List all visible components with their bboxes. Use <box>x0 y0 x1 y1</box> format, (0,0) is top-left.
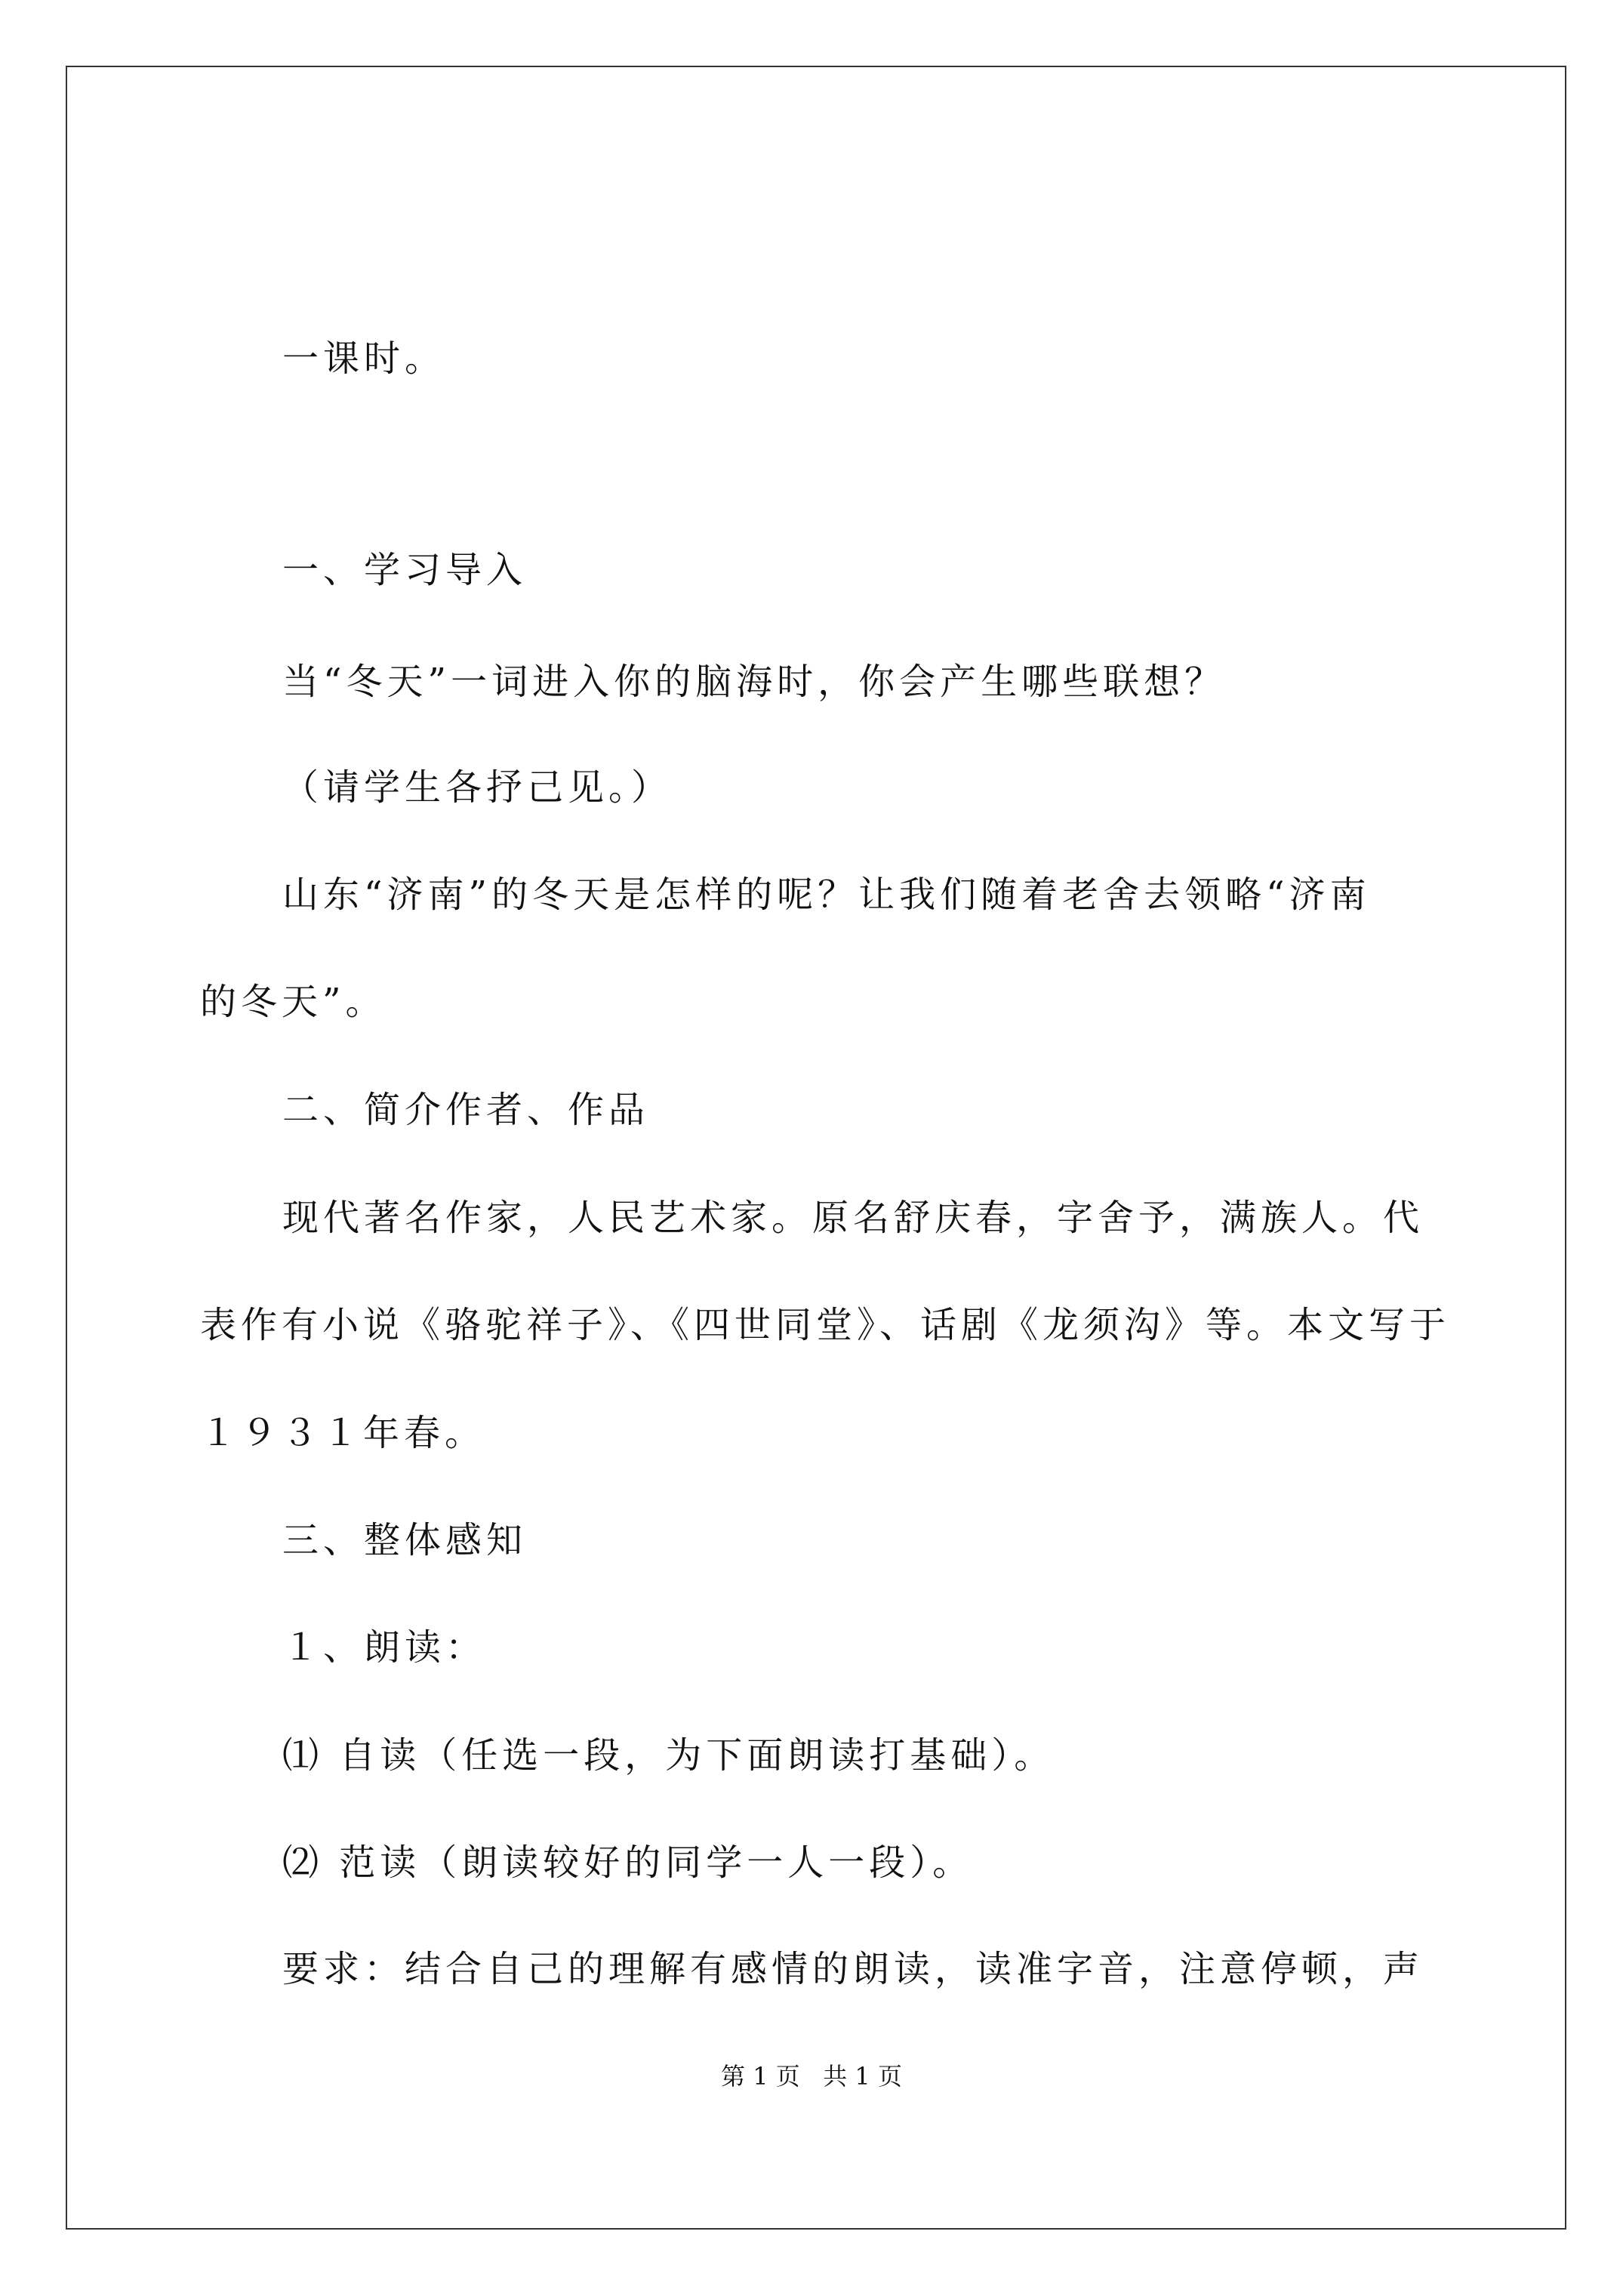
paragraph-line: １、朗读： <box>282 1626 487 1669</box>
page-border <box>66 66 1566 2230</box>
paragraph-line: 当“冬天”一词进入你的脑海时，你会产生哪些联想？ <box>282 661 1226 703</box>
page-number: 第 1 页 <box>721 2062 800 2091</box>
page-total: 共 1 页 <box>823 2062 902 2091</box>
paragraph-line: 一课时。 <box>282 337 446 380</box>
paragraph-line: 现代著名作家，人民艺术家。原名舒庆春，字舍予，满族人。代 <box>282 1197 1424 1239</box>
paragraph-line: 要求：结合自己的理解有感情的朗读，读准字音，注意停顿，声 <box>282 1948 1424 1990</box>
section-heading: 三、整体感知 <box>282 1519 528 1561</box>
paragraph-line: 的冬天”。 <box>200 981 387 1023</box>
section-heading: 二、简介作者、作品 <box>282 1089 650 1131</box>
paragraph-line: ⑴ 自读（任选一段，为下面朗读打基础）。 <box>282 1734 1055 1777</box>
paragraph-line: （请学生各抒己见。） <box>282 766 673 809</box>
paragraph-line: 表作有小说《骆驼祥子》、《四世同堂》、话剧《龙须沟》等。本文写于 <box>200 1304 1451 1346</box>
paragraph-line: 山东“济南”的冬天是怎样的呢？让我们随着老舍去领略“济南 <box>282 874 1371 916</box>
paragraph-line: ⑵ 范读（朗读较好的同学一人一段）。 <box>282 1841 974 1884</box>
section-heading: 一、学习导入 <box>282 549 528 591</box>
paragraph-line: １９３１年春。 <box>200 1412 486 1454</box>
page-footer <box>0 2061 1623 2091</box>
